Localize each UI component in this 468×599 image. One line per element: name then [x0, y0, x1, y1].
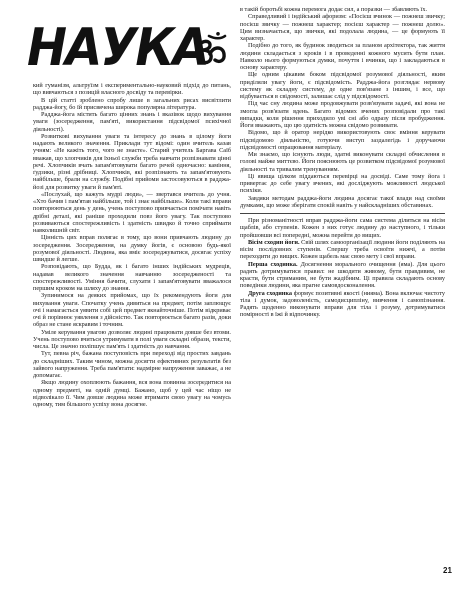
right-paragraph: Відомо, що й оратор нерідко використовують своє вміння керувати підсвідомою діяльністю, готуючи виступ заздалегідь і доручаючи підсвідомості опрацювання матеріалу. — [240, 129, 445, 151]
section-heading: Вісім сходин йоги. — [248, 238, 300, 246]
left-paragraph: Якщо людину охоплюють бажання, вся вона повинна зосередитися на одному предметі, на одній думці. Бажано, щоб у цей час ніщо не відволікало її. Чим довше людина може втримати свою увагу на чомусь одному, тим більшого успіху вона досягне. — [33, 379, 231, 408]
section-body: Свій шлях самоорганізації людини йоги поділяють на вісім послідовних ступенів. Спершу треба освоїти нижчі, а потім переходити до вищих. Кожен щабель має свою мету і свої вправи. — [240, 238, 445, 261]
left-paragraph: Уміле керування увагою дозволяє людині працювати довше без втоми. Учень поступово вчиться утримувати в полі уваги складні образи, тексти, числа. Це значно поліпшує пам'ять і здатність до навчання. — [33, 328, 231, 350]
column-divider — [240, 213, 445, 214]
section-body: Досягнення морального очищення (яма). Для цього радять дотримуватися правил: не шкодити живому, бути правдивим, не красти, бути стриманим, не бути жадібним. Ці правила складають основу поведінки людини, яка прагне самовдосконалення. — [240, 260, 445, 290]
right-paragraph: Ще одним цікавим боком підсвідомої розумової діяльності, яким приділяли увагу йоги, є підсвідомість. Радджа-йога розглядає нервову систему як складну систему, де одне пов'язане з іншим, і все, що відбувається в свідомості, залишає слід у підсвідомості. — [240, 71, 445, 100]
right-paragraph: Під час сну людина може продовжувати розв'язувати задачі, які вона не змогла розв'язати вдень. Багато відомих вчених розповідали про такі випадки, коли рішення приходило уві сні або одразу після пробудження. Йоги вважають, що цю здатність можна свідомо розвивати. — [240, 100, 445, 129]
right-paragraph: Подібно до того, як будинок зводиться за планом архітектора, так життя людини складається з кроків і в проведенні кожного мусить бути план. Навколо нього формуються думки, почуття і вчинки, що і закладаються в основу характеру. — [240, 42, 445, 71]
section-paragraph — [240, 261, 445, 290]
section-title: НАУКА — [27, 18, 208, 78]
section-body: формує позитивні якості (нияма). Вона включає чистоту тіла і думок, задоволеність, самодисципліну, вивчення і самопізнання. Радять щоденно виконувати вправи для тіла і розуму, дотримуватися помірності в їжі й відпочинку. — [240, 289, 445, 319]
masthead — [27, 18, 217, 78]
right-paragraph: в такій боротьбі кожна перемога додає сил, а поразки — збавляють їх. — [240, 6, 428, 13]
page-number: 21 — [443, 566, 452, 575]
left-column — [33, 82, 231, 562]
right-paragraph: При різноманітності вправ радджа-йоги сама система ділиться на вісім щаблів, або ступенів. Кожен з них готує людину до наступного, і тільки пройшовши всі попередні, можна перейти до вищих. — [240, 217, 445, 239]
right-column — [240, 6, 445, 566]
left-paragraph: «Послухай, що кажуть мудрі люди», — звертався вчитель до учня. «Хто бачив і пам'ятав найбільше, той і знає найбільше». Коли такі вправи повторюються день у день, учень поступово привчається помічати навіть дрібні деталі, які раніше проходили повз його увагу. Так поступово розвиваються спостережливість і здатність швидко й точно сприймати навколишній світ. — [33, 190, 231, 234]
left-paragraph: Цінність цих вправ полягає в тому, що вони привчають людину до зосередження. Зосередження, на думку йогів, є основою будь-якої розумової діяльності. Людина, яка вміє зосереджуватися, досягає успіху швидше й легше. — [33, 234, 231, 263]
right-paragraph: Ми знаємо, що існують люди, здатні виконувати складні обчислення в голові майже миттєво. Йоги пояснюють це розвитком підсвідомої розумової діяльності та тривалим тренуванням. — [240, 151, 445, 173]
section-paragraph — [240, 239, 445, 261]
left-paragraph: кий гуманізм, альтруїзм і експериментально-науковий підхід до питань, що вивчаються з позицій власного досвіду та перевірки. — [33, 82, 231, 97]
right-paragraph: Завдяки методам радджа-йоги людина досягає такої влади над своїми думками, що може зберігати спокій навіть у найскладніших обставинах. — [240, 194, 445, 209]
right-paragraph: Ці явища цілком піддаються перевірці на досвіді. Саме тому йога і привертає до себе увагу вчених, які досліджують можливості людської психіки. — [240, 172, 445, 195]
section-heading: Перша сходинка. — [248, 260, 298, 268]
left-paragraph: Тут, певна річ, бажана поступовість при переході від простих завдань до складніших. Таким чином, можна досягти ефективних результатів без зайвого напруження. Треба пам'ятати: надмірне напруження заважає, а не допомагає. — [33, 350, 231, 379]
left-paragraph: Зупинимося на деяких прийомах, що їх рекомендують йоги для вихування уваги. Спочатку учень дивиться на предмет, потім заплющує очі і намагається уявити собі цей предмет якнайточніше. Потім відкриває очі й порівнює уявлення з дійсністю. Так повторюється багато разів, доки образ не стане яскравим і точним. — [33, 292, 231, 329]
left-paragraph: Радджа-йога містить багато цінних знань і вказівок щодо вихування уваги (зосередження, пам'яті, використання підсвідомої психічної діяльності). — [33, 111, 231, 133]
section-paragraph — [240, 290, 445, 319]
left-paragraph: Розвиткові вихування уваги та інтересу до знань в цілому йоги надають великого значення. Приклади тут відомі: один вчитель казав учням: «Не кажіть того, чого не знаєте». Старий учитель Баргава Саїб вважав, що хлопчиків для їхньої служби треба навчати розпізнавати цінні речі. Хлопчиків вчать запам'ятовувати багато речей одночасно: каміння, ґудзики, різні дрібниці. Хлопчиків, які розпізнають та запам'ятовують найбільше, брали на службу. Подібні прийоми застосовуються в радджа-йозі для розвитку уваги й пам'яті. — [33, 132, 231, 191]
om-symbol-icon — [193, 32, 229, 68]
left-paragraph: В цій статті зроблено спробу лише в загальних рисах висвітлити радджа-йогу, бо їй присвячена широка популярна література. — [33, 96, 231, 111]
left-paragraph: Розповідають, що Будда, як і багато інших індійських мудреців, надавав великого значення навчанню зосередженості та спостережливості. Уміння бачити, слухати і запам'ятовувати вважалося першим кроком на шляху до знання. — [33, 263, 231, 292]
right-paragraph: Справедливий і індійський афоризм: «Посієш вчинок — пожнеш звичку; посієш звичку — пожнеш характер; посієш характер — пожнеш долю». Цим визначається, що звички, які подолала людина, — це формують її характер. — [240, 13, 445, 42]
section-heading: Друга сходинка — [248, 289, 293, 297]
